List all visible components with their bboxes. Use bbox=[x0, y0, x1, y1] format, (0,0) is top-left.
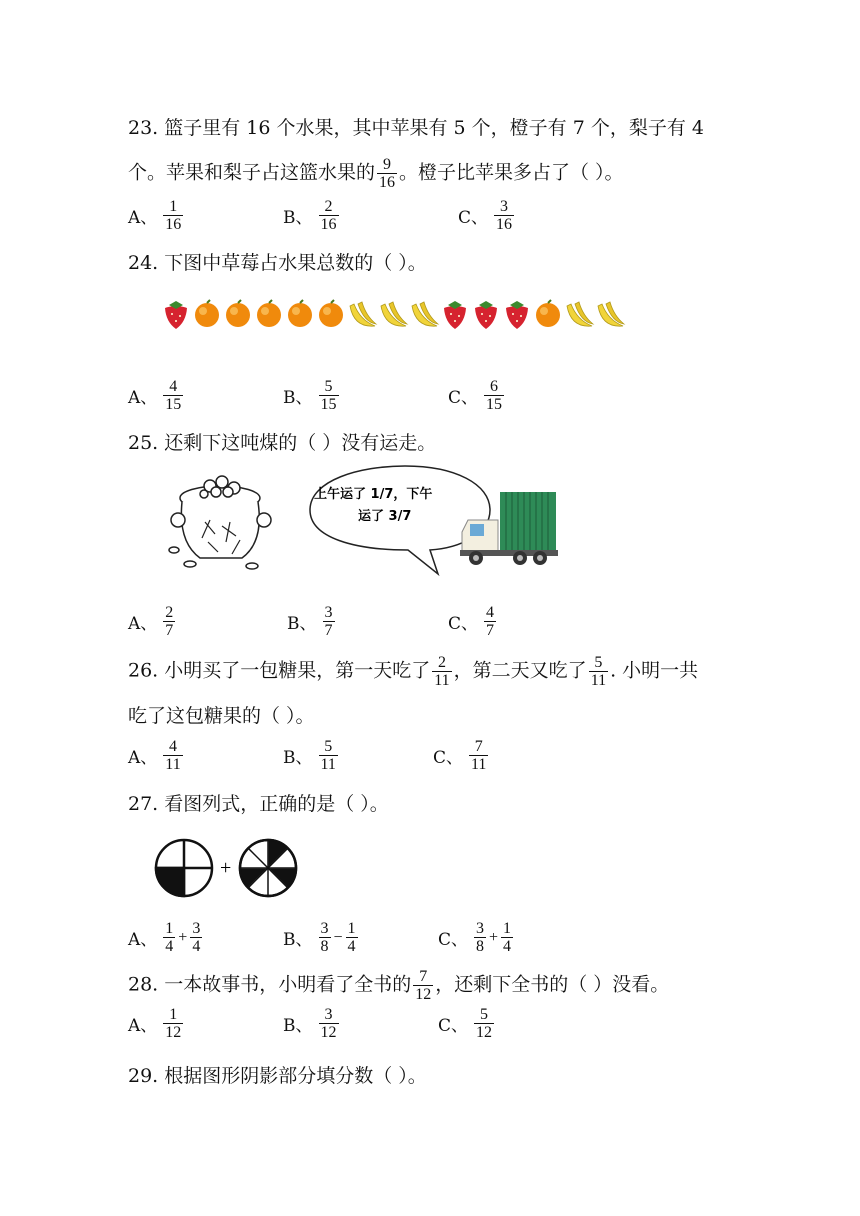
circle-fraction-diagram bbox=[152, 836, 302, 900]
q26-fraction-2: $\frac{5}{11}$ bbox=[590, 654, 607, 689]
q25-option-b[interactable]: B、 $\frac{3}{7}$ bbox=[287, 604, 333, 639]
q26-fraction-1: $\frac{2}{11}$ bbox=[434, 654, 450, 689]
q25-option-a[interactable]: A、 $\frac{2}{7}$ bbox=[128, 604, 174, 639]
q28-option-a[interactable]: A、 $\frac{1}{12}$ bbox=[128, 1006, 182, 1041]
q29-question: 29. 根据图形阴影部分填分数（ ）。 bbox=[128, 1065, 427, 1087]
q23-line2: 个。苹果和梨子占这篮水果的 $\frac{9}{16}$ 。橙子比苹果多占了（ ）。 bbox=[128, 156, 624, 191]
q28-option-b[interactable]: B、 $\frac{3}{12}$ bbox=[283, 1006, 337, 1041]
q24-option-c[interactable]: C、 $\frac{6}{15}$ bbox=[448, 378, 503, 413]
orange-icon bbox=[226, 300, 250, 327]
fruit-row-image bbox=[160, 296, 640, 332]
q27-option-a[interactable]: A、 $\frac{1}{4}$ + $\frac{3}{4}$ bbox=[128, 920, 201, 955]
strawberry-icon bbox=[475, 301, 497, 329]
q24-question: 24. 下图中草莓占水果总数的（ ）。 bbox=[128, 252, 427, 274]
strawberry-icon bbox=[165, 301, 187, 329]
q23-fraction: $\frac{9}{16}$ bbox=[379, 156, 396, 191]
strawberry-icon bbox=[506, 301, 528, 329]
banana-icon bbox=[381, 302, 407, 326]
banana-icon bbox=[412, 302, 438, 326]
q26-line1: 26. 小明买了一包糖果，第一天吃了 $\frac{2}{11}$ ，第二天又吃了 $\frac{5}{11}$ . 小明一共 bbox=[128, 654, 699, 689]
orange-icon bbox=[536, 300, 560, 327]
q26-line2: 吃了这包糖果的（ ）。 bbox=[128, 705, 315, 727]
q23-line1: 23. 篮子里有 16 个水果，其中苹果有 5 个，橙子有 7 个，梨子有 4 bbox=[128, 117, 704, 139]
q25-option-c[interactable]: C、 $\frac{4}{7}$ bbox=[448, 604, 495, 639]
q28-question: 28. 一本故事书，小明看了全书的 $\frac{7}{12}$ ，还剩下全书的（ ）没看。 bbox=[128, 968, 670, 1003]
q27-question: 27. 看图列式，正确的是（ ）。 bbox=[128, 793, 389, 815]
banana-icon bbox=[598, 302, 624, 326]
strawberry-icon bbox=[444, 301, 466, 329]
banana-icon bbox=[350, 302, 376, 326]
q26-option-a[interactable]: A、 $\frac{4}{11}$ bbox=[128, 738, 181, 773]
q25-question: 25. 还剩下这吨煤的（ ）没有运走。 bbox=[128, 432, 437, 454]
orange-icon bbox=[257, 300, 281, 327]
q23-option-a[interactable]: A、 $\frac{1}{16}$ bbox=[128, 198, 182, 233]
q24-option-a[interactable]: A、 $\frac{4}{15}$ bbox=[128, 378, 182, 413]
plus-sign: + bbox=[220, 857, 232, 879]
q28-option-c[interactable]: C、 $\frac{5}{12}$ bbox=[438, 1006, 493, 1041]
q26-option-c[interactable]: C、 $\frac{7}{11}$ bbox=[433, 738, 487, 773]
banana-icon bbox=[567, 302, 593, 326]
orange-icon bbox=[288, 300, 312, 327]
orange-icon bbox=[195, 300, 219, 327]
coal-truck-image bbox=[160, 462, 560, 578]
q23-option-b[interactable]: B、 $\frac{2}{16}$ bbox=[283, 198, 337, 233]
bubble-line1: 上午运了 1/7，下午 bbox=[314, 487, 433, 502]
circle-eighths-icon bbox=[240, 840, 296, 896]
orange-icon bbox=[319, 300, 343, 327]
circle-quarters-icon bbox=[156, 840, 212, 896]
q27-option-b[interactable]: B、 $\frac{3}{8}$ − $\frac{1}{4}$ bbox=[283, 920, 356, 955]
coal-pot-icon bbox=[169, 476, 271, 569]
q24-option-b[interactable]: B、 $\frac{5}{15}$ bbox=[283, 378, 337, 413]
q28-fraction: $\frac{7}{12}$ bbox=[415, 968, 432, 1003]
q26-option-b[interactable]: B、 $\frac{5}{11}$ bbox=[283, 738, 336, 773]
q23-option-c[interactable]: C、 $\frac{3}{16}$ bbox=[458, 198, 513, 233]
bubble-line2: 运了 3/7 bbox=[358, 509, 412, 524]
q27-option-c[interactable]: C、 $\frac{3}{8}$ + $\frac{1}{4}$ bbox=[438, 920, 512, 955]
